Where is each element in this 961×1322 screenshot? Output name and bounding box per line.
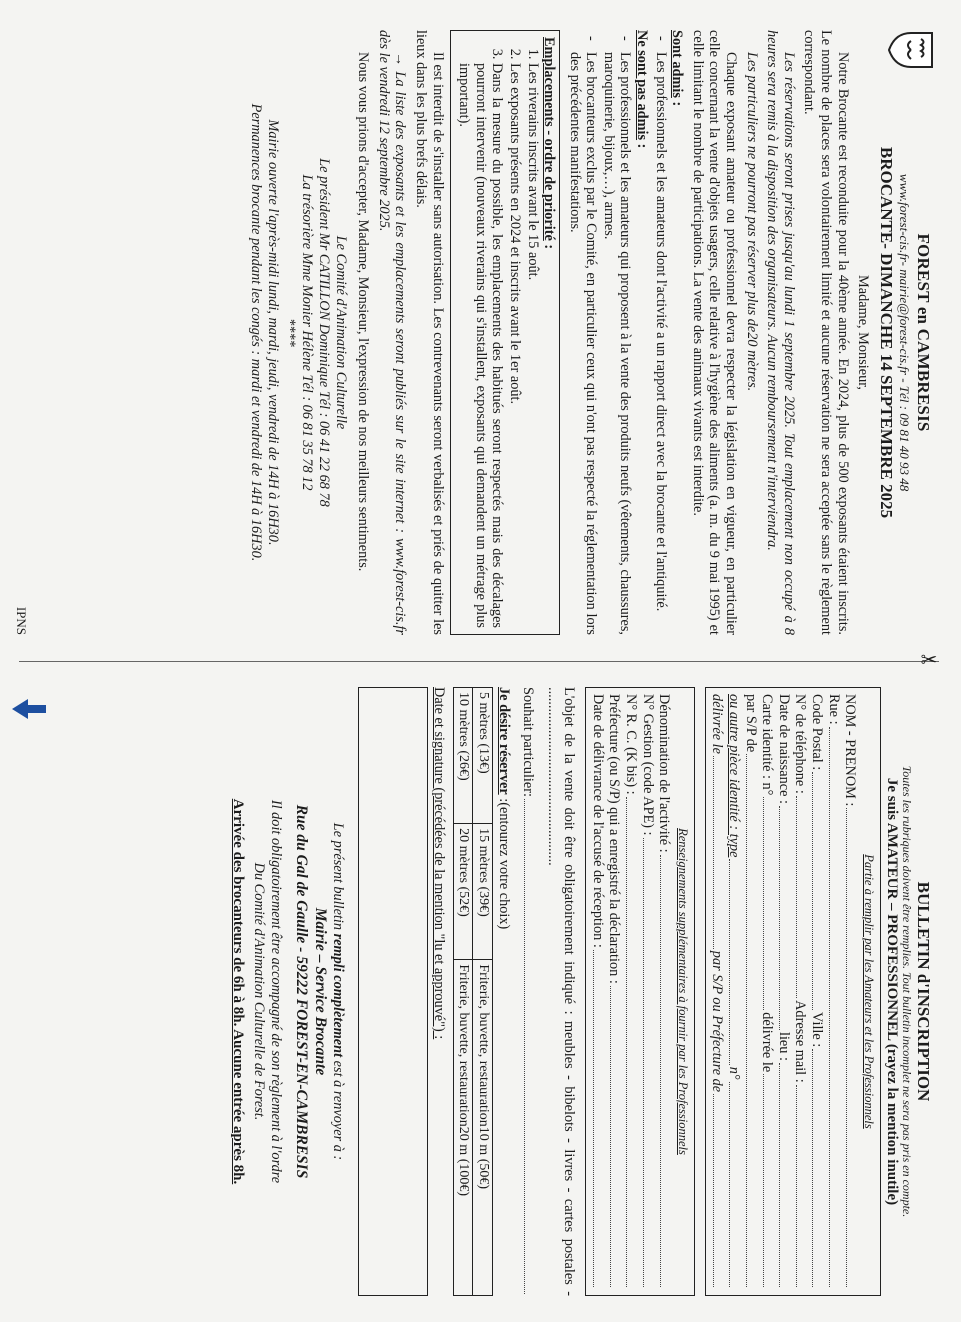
town-crest-icon [887, 30, 935, 70]
phone-email-field[interactable]: N° de téléphone : Adresse mail : [792, 694, 809, 1289]
choice-10m[interactable]: 10 mètres (26€) [453, 688, 473, 824]
payment-note-2: Du Comité d'Animation Culturelle de Forest. [250, 862, 267, 1121]
registration-form [0, 661, 961, 1322]
closing-paragraph: Nous vous prions d'accepter, Madame, Monsieur, l'expression de nos meilleurs sentiments. [355, 52, 372, 572]
committee-name: Le Comité d'Animation Culturelle [332, 235, 349, 430]
postcode-city-field[interactable]: Code Postal : Ville : [808, 694, 825, 1289]
treasurer-line: La trésorière Mme Monier Hélène Tél : 06 81 35 78 12 [298, 174, 315, 491]
separator-stars: **** [281, 318, 298, 347]
other-id-field[interactable]: ou autre pièce identité : type n° [725, 694, 742, 1289]
id-issuer-field[interactable]: par S/P de [742, 694, 759, 1289]
rc-field[interactable]: N° R. C. (K bis) : [623, 694, 640, 1289]
professional-section [585, 687, 695, 1296]
president-line: Le président Mr CATILLON Dominique Tél : 06 41 22 68 78 [315, 158, 332, 507]
list-item: 1. Les riverains inscrits avant le 15 août. [524, 63, 541, 628]
ipns-mark: IPNS [13, 606, 29, 635]
professional-heading: Renseignements supplémentaires à fournir par les Professionnels [675, 828, 690, 1155]
address-line-1: Mairie – Service Brocante [311, 907, 329, 1076]
identity-section [705, 687, 881, 1296]
arrival-times: Arrivée des brocanteurs de 6h à 8h. Aucune entrée après 8h. [230, 798, 247, 1185]
list-item: - Les brocanteurs exclus par le Comité, en particulier ceux qui n'ont pas respecté la réglementation lors des précédentes manifestations. [566, 52, 599, 635]
street-field[interactable]: Rue : [825, 694, 842, 1289]
contact-line: www.forest-cis.fr- mairie@forest-cis.fr - Tél : 09 81 40 93 48 [897, 173, 913, 492]
list-item: - Les professionnels et les amateurs qui proposent à la vente des produits neufs (vêtements, chaussures, maroquinerie, bijoux,…), armes. [600, 52, 633, 635]
choice-food-20m[interactable]: Friterie, buvette, restauration20 m (100€) [453, 960, 473, 1296]
activity-field[interactable]: Dénomination de l'activité : [656, 694, 673, 1289]
pitch-choice-table [453, 687, 493, 1296]
priority-list [456, 37, 541, 628]
ape-field[interactable]: N° Gestion (code APE) : [639, 694, 656, 1289]
reservation-paragraph: Les réservations seront prises jusqu'au lundi 1 septembre 2025. Tout emplacement non occupé à 8 heures sera remis à la disposition des organisateurs. Aucun remboursement n'interviendra. [764, 30, 797, 635]
address-line-2: Rue du Gal de Gaulle - 59222 FOREST-EN-CAMBRESIS [292, 804, 310, 1179]
town-title: FOREST en CAMBRESIS [914, 233, 933, 432]
admis-list [652, 30, 669, 635]
birth-field[interactable]: Date de naissance : lieu : [775, 694, 792, 1289]
priority-box [450, 30, 561, 635]
admis-heading: Sont admis : [669, 30, 686, 107]
brocante-hours: Permanences brocante pendant les congés : mardi et vendredi de 14H à 16H30. [247, 103, 264, 562]
payment-note-1: Il doit obligatoirement être accompagné de son règlement à l'ordre [267, 799, 284, 1184]
other-id-issue-field[interactable]: délivrée le par S/P ou Préfecture de [709, 694, 726, 1289]
form-instructions: Toutes les rubriques doivent être remplies. Tout bulletin incomplet ne sera pas pris en compte. [900, 765, 915, 1218]
identity-heading: Partie à remplir par les Amateurs et les Professionnels [861, 854, 876, 1129]
list-item: - Les professionnels et les amateurs dont l'activité a un rapport direct avec la brocante et l'antiquité. [652, 52, 669, 635]
event-title: BROCANTE- DIMANCHE 14 SEPTEMBRE 2025 [876, 146, 896, 519]
intro-paragraph: Notre Brocante est reconduite pour la 40ème année. En 2024, plus de 500 exposants étaient inscrits. Le nombre de places sera volontairement limité et aucune réservation ne sera acceptée sans le règlement correspondant. [801, 30, 851, 635]
signature-box[interactable] [358, 687, 428, 1296]
legislation-paragraph: Chaque exposant amateur ou professionnel devra respecter la législation en vigueur, en particulier celle concernant la vente d'objets usagers, celle relative à l'hygiène des aliments (a. m. du 9 mai 1995) et celle limitant le nombre de participations. La vente des animaux vivants est interdite. [689, 30, 740, 635]
table-row [453, 688, 473, 1296]
list-item: 2. Les exposants présents en 2024 et inscrits avant le 1er août. [506, 63, 523, 628]
choice-15m[interactable]: 15 mètres (39€) [473, 824, 493, 960]
arrow-down-icon [12, 699, 46, 719]
receipt-date-field[interactable]: Date de délivrance de l'accusé de réception : [589, 694, 606, 1289]
choice-5m[interactable]: 5 mètres (13€) [473, 688, 493, 824]
return-instructions: Le présent bulletin rempli complètement est à renvoyer à : [330, 822, 347, 1161]
choice-food-10m[interactable]: Friterie, buvette, restauration10 m (50€) [473, 960, 493, 1296]
non-admis-heading: Ne sont pas admis : [634, 30, 651, 149]
object-field[interactable]: L'objet de la vente doit être obligatoirement indiqué : meubles - bibelots - livres - cartes postales - .................................................. [544, 687, 578, 1296]
name-field[interactable]: NOM - PRENOM : [842, 694, 859, 1289]
list-item: 3. Dans la mesure du possible, les emplacements des habitués seront respectés mais des décalages pourront intervenir (nouveaux riverains qui s'installent, exposants qui demandent un métrage plus important). [456, 63, 506, 628]
wish-field[interactable]: Souhait particulier: [520, 687, 537, 1296]
choice-20m[interactable]: 20 mètres (52€) [453, 824, 473, 960]
mairie-hours: Mairie ouverte l'après-midi lundi, mardi, jeudi, vendredi de 14H à 16H30. [264, 119, 281, 546]
non-admis-list [566, 30, 633, 635]
priority-heading: Emplacements - ordre de priorité : [541, 37, 558, 250]
table-row [473, 688, 493, 1296]
id-card-field[interactable]: Carte identité : n° délivrée le [759, 694, 776, 1289]
signature-label: Date et signature (précédées de la mention "lu et approuvé") : [430, 687, 447, 1040]
prefecture-field[interactable]: Préfecture (ou S/P) qui a enregistré la déclaration : [606, 694, 623, 1289]
website-paragraph: → La liste des exposants et les emplacements seront publiés sur le site internet : www.forest-cis.fr dès le vendredi 12 septembre 2025. [375, 30, 409, 635]
scissors-icon: ✂ [920, 647, 938, 672]
status-line: Je suis AMATEUR – PROFESSIONNEL (rayez la mention inutile) [884, 777, 901, 1206]
form-title: BULLETIN d'INSCRIPTION [914, 881, 933, 1102]
prohibition-paragraph: Il est interdit de s'installer sans autorisation. Les contrevenants seront verbalisés et priés de quitter les lieux dans les plus brefs délais. [412, 30, 446, 635]
reserve-heading: Je désire réserver :(entourez votre choix) [495, 687, 512, 930]
signatures [247, 30, 349, 635]
limit-paragraph: Les particuliers ne pourront pas réserver plus de20 mètres. [743, 52, 760, 392]
greeting: Madame, Monsieur, [855, 275, 872, 390]
